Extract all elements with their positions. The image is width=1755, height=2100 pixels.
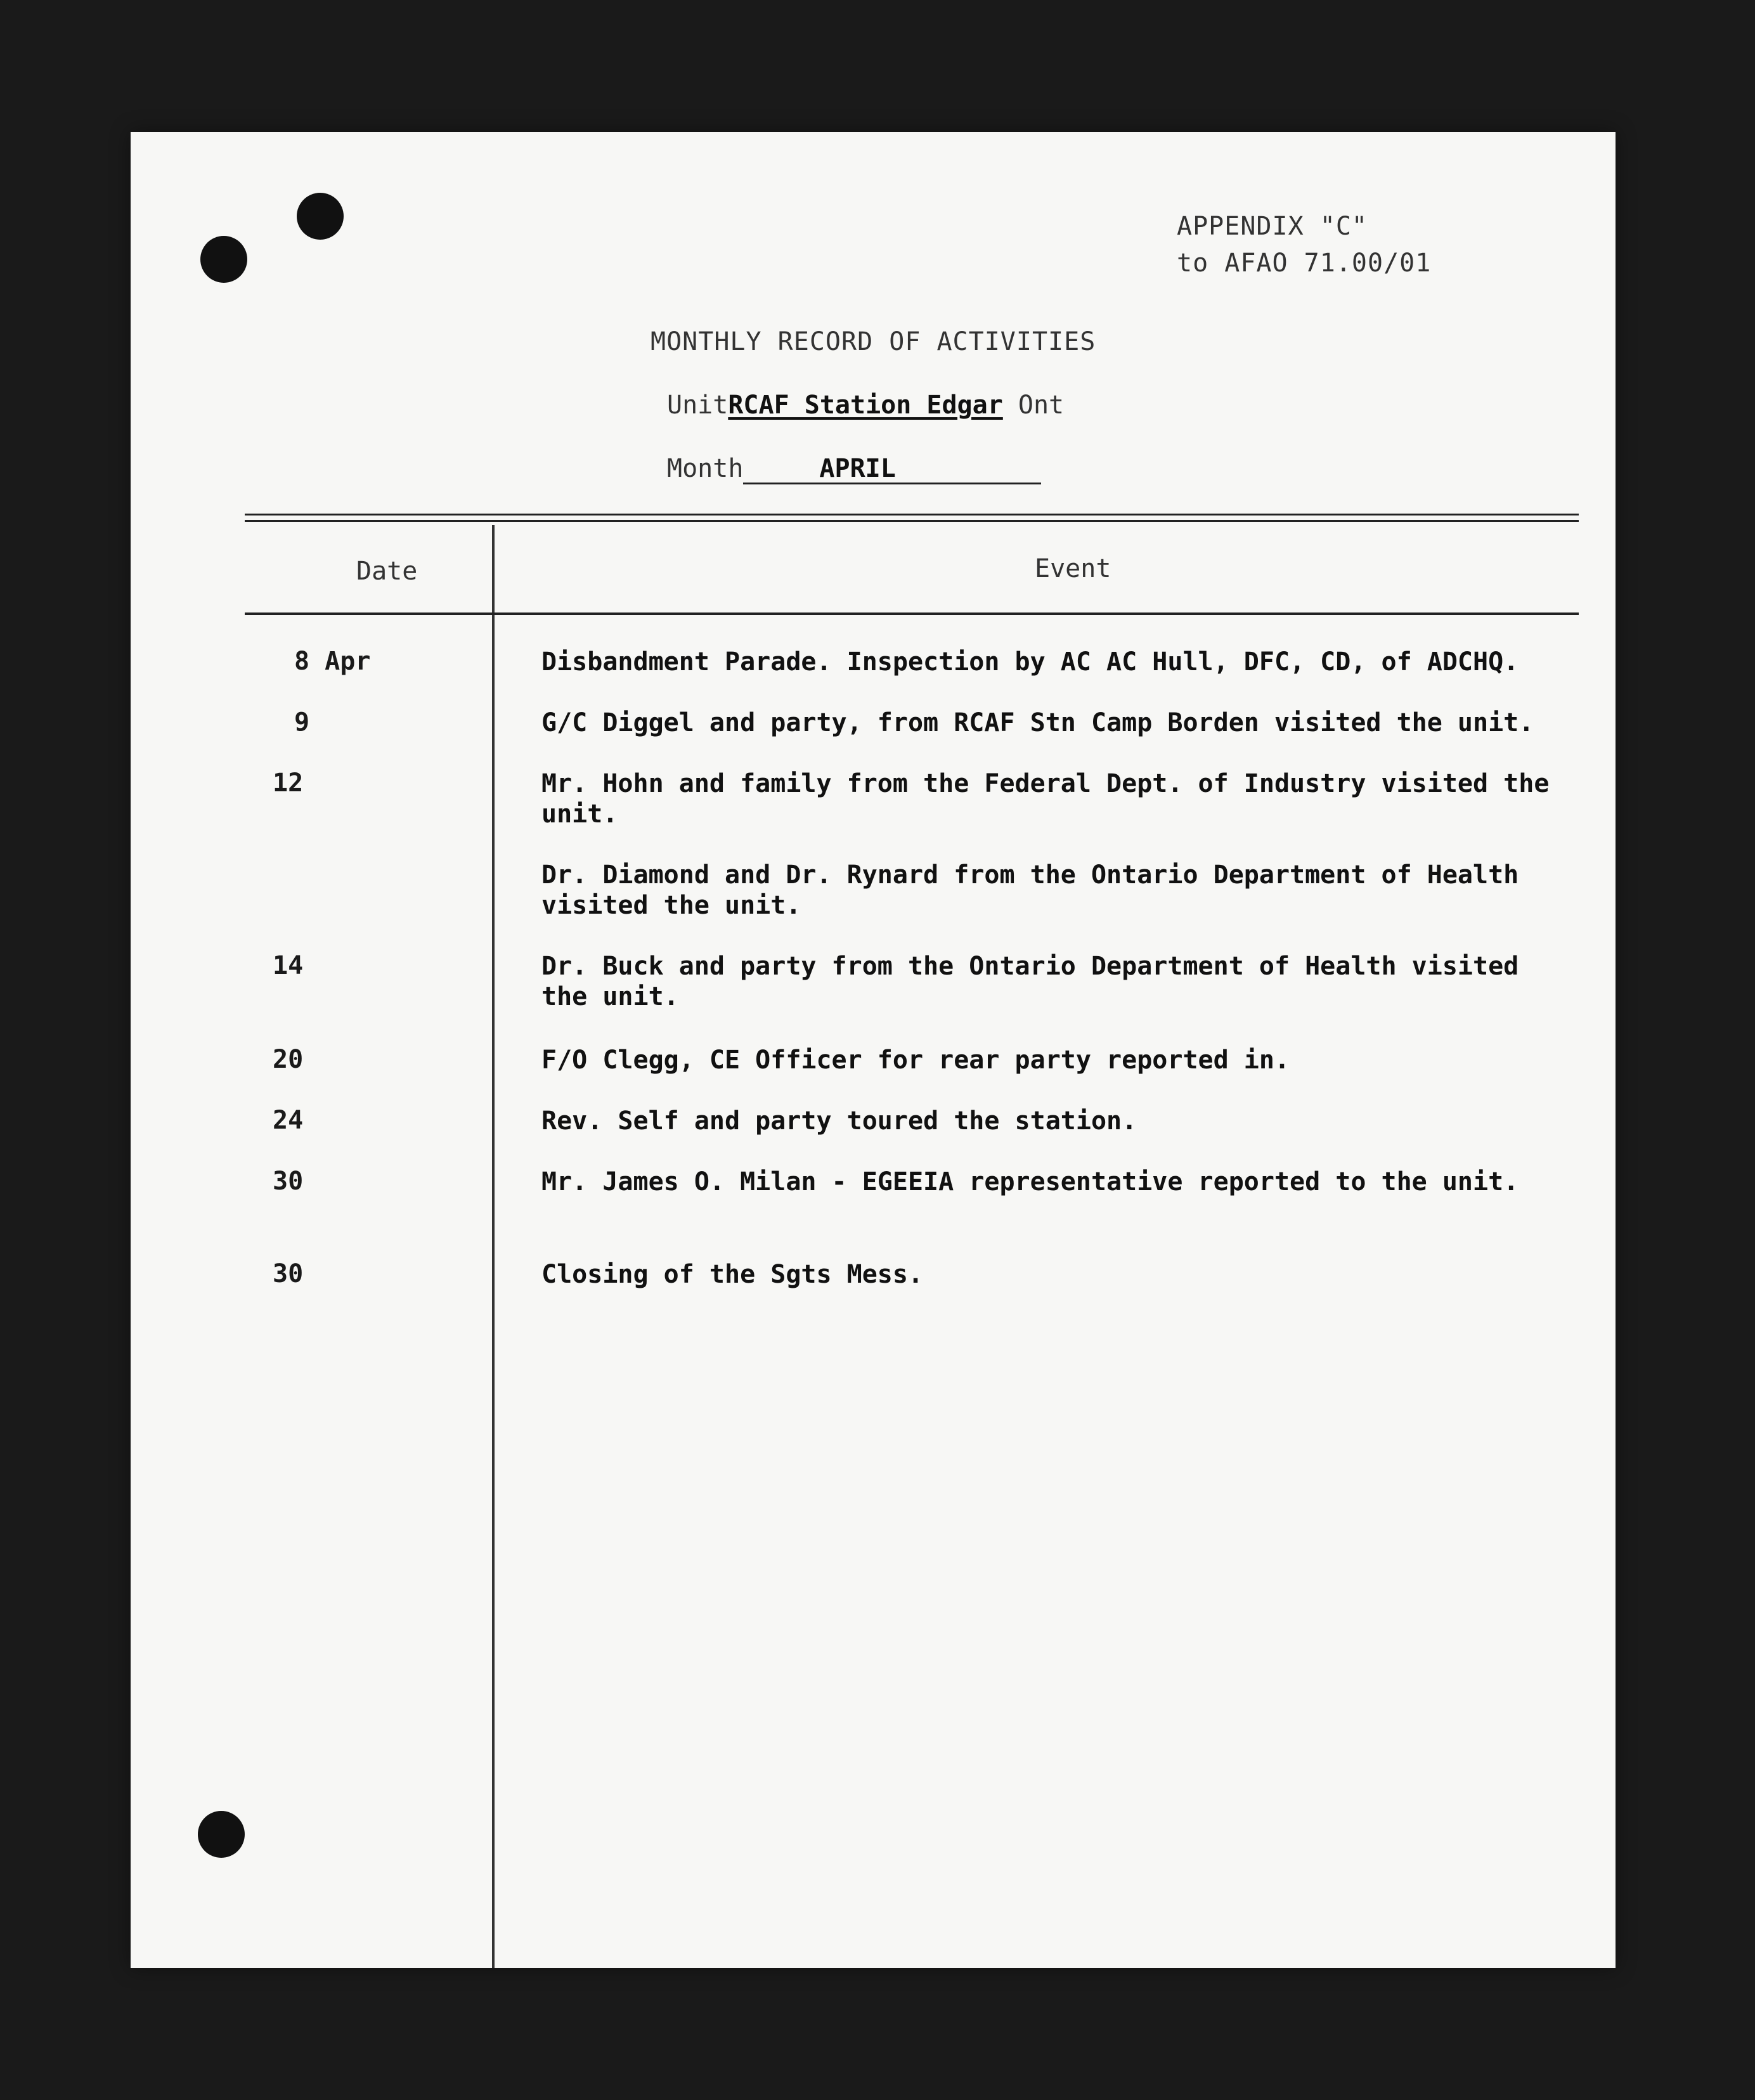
entry-event: Dr. Buck and party from the Ontario Department of Health visited the unit. (541, 952, 1519, 1011)
entry-date: 20 (273, 1045, 304, 1074)
unit-field (667, 391, 1064, 420)
month-label: Month (667, 454, 744, 483)
column-divider (492, 525, 495, 1968)
punch-hole-top (297, 193, 344, 240)
punch-hole-bottom (198, 1811, 245, 1858)
entry-event: Closing of the Sgts Mess. (541, 1260, 924, 1289)
entry-event: G/C Diggel and party, from RCAF Stn Camp Borden visited the unit. (541, 708, 1534, 737)
entry-event: Disbandment Parade. Inspection by AC AC Hull, DFC, CD, of ADCHQ. (541, 647, 1519, 677)
entry-event: Mr. James O. Milan - EGEEIA representative reported to the unit. (541, 1167, 1519, 1196)
unit-value: RCAF Station Edgar (728, 391, 1003, 420)
entry-event: F/O Clegg, CE Officer for rear party reported in. (541, 1046, 1290, 1075)
unit-suffix: Ont (1002, 391, 1065, 420)
entry-event: Mr. Hohn and family from the Federal Dept. of Industry visited the unit. (541, 769, 1550, 829)
entry-date: 24 (273, 1106, 304, 1135)
entry-date: 9 (294, 708, 310, 737)
entry-date: 8 Apr (294, 647, 371, 676)
entry-date: 30 (273, 1259, 304, 1288)
document-page (131, 132, 1616, 1968)
entry-date: 30 (273, 1167, 304, 1196)
document-title: MONTHLY RECORD OF ACTIVITIES (651, 327, 1096, 356)
entry-date: 14 (273, 951, 304, 980)
unit-label: Unit (667, 391, 729, 420)
appendix-line-2: to AFAO 71.00/01 (1177, 249, 1432, 278)
column-header-event: Event (1035, 554, 1111, 583)
entry-event: Dr. Diamond and Dr. Rynard from the Ontario Department of Health visited the unit. (541, 860, 1519, 920)
column-header-date: Date (356, 557, 418, 586)
punch-hole-left (200, 236, 247, 283)
entry-date: 12 (273, 768, 304, 798)
table-top-rule (245, 514, 1579, 515)
month-value: APRIL (743, 455, 1041, 484)
table-header-rule (245, 612, 1579, 615)
appendix-line-1: APPENDIX "C" (1177, 212, 1368, 241)
appendix-reference (1177, 208, 1431, 282)
month-field (667, 454, 1041, 484)
entry-event: Rev. Self and party toured the station. (541, 1106, 1137, 1136)
